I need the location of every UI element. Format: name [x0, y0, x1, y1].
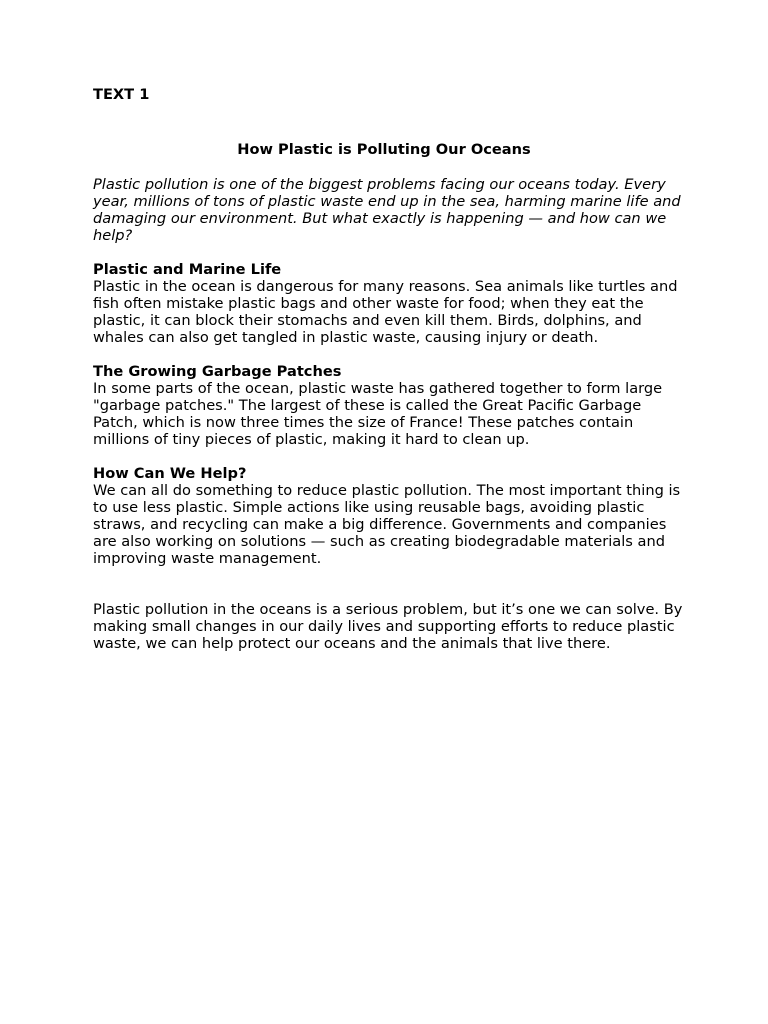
intro-paragraph: Plastic pollution is one of the biggest problems facing our oceans today. Every year, millions of tons of plastic waste end up in the sea, harming marine life and damaging our environment. But what exactly is happening — and how can we help? [93, 176, 681, 244]
document-page [93, 86, 683, 652]
section-garbage-patches [93, 363, 683, 448]
section-heading: The Growing Garbage Patches [93, 363, 342, 380]
section-heading: Plastic and Marine Life [93, 261, 282, 278]
section-body: We can all do something to reduce plastic pollution. The most important thing is to use less plastic. Simple actions like using reusable bags, avoiding plastic straws, and recycling can make a big difference. Governments and companies are also working on solutions — such as creating biodegradable materials and improving waste management. [93, 482, 681, 567]
document-title: How Plastic is Polluting Our Oceans [237, 141, 531, 158]
section-heading: How Can We Help? [93, 465, 247, 482]
conclusion-paragraph: Plastic pollution in the oceans is a serious problem, but it’s one we can solve. By making small changes in our daily lives and supporting efforts to reduce plastic waste, we can help protect our oceans and the animals that live there. [93, 601, 683, 652]
section-body: In some parts of the ocean, plastic waste has gathered together to form large "garbage patches." The largest of these is called the Great Pacific Garbage Patch, which is now three times the size of France! These patches contain millions of tiny pieces of plastic, making it hard to clean up. [93, 380, 663, 448]
section-body: Plastic in the ocean is dangerous for many reasons. Sea animals like turtles and fish often mistake plastic bags and other waste for food; when they eat the plastic, it can block their stomachs and even kill them. Birds, dolphins, and whales can also get tangled in plastic waste, causing injury or death. [93, 278, 678, 346]
text-label: TEXT 1 [93, 86, 150, 103]
section-marine-life [93, 261, 683, 346]
section-how-can-we-help [93, 465, 683, 567]
